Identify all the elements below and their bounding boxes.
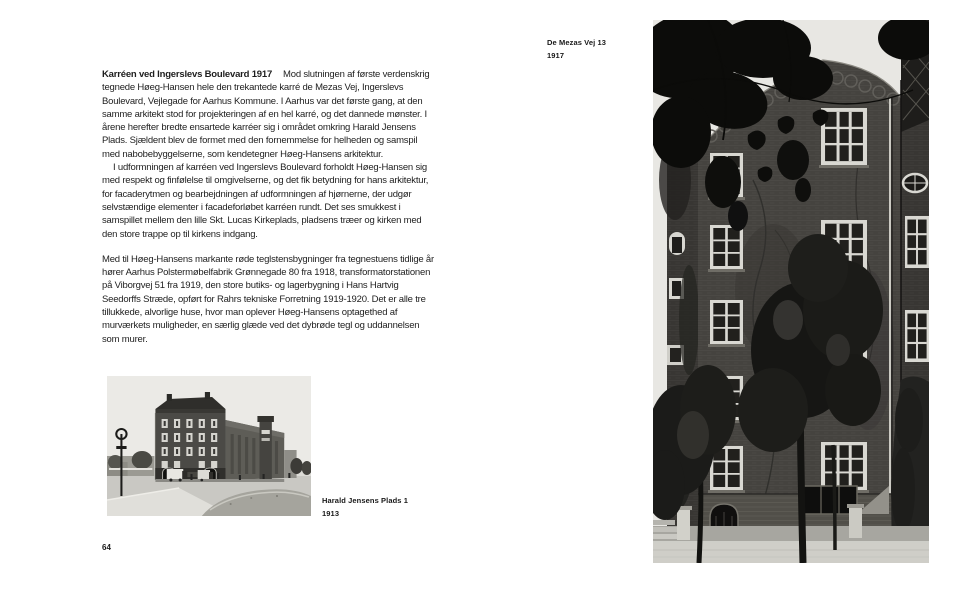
photo-harald-jensens-plads-art (107, 376, 311, 516)
caption-title: Harald Jensens Plads 1 (322, 496, 408, 505)
caption-de-mezas-vej (547, 36, 606, 62)
paragraph-3: Med til Høeg-Hansens markante røde teglstensbygninger fra tegnestuens tidlige år hører Aarhus Polstermøbelfabrik Grønnegade 80 fra 1918, transformatorstationen på Viborgvej 51 fra 1919, den store butiks- og lagerbygning i Hans Hartvig Seedorffs Stræde, opført for Rahrs tekniske Forretning 1919-1920. Det er alle tre tillukkede, alvorlige huse, hvor man oplever Høeg-Hansens optagethed af murværkets muligheder, en særlig glæde ved det dybrøde tegl og uddannelsen som murer. (102, 253, 434, 345)
photo-de-mezas-vej-art (653, 20, 929, 563)
photo-harald-jensens-plads (107, 376, 311, 516)
paragraph-2: I udformningen af karréen ved Ingerslevs Boulevard forholdt Høeg-Hansen sig med respekt og finfølelse til omgivelserne, og det fik betydning for hans arkitektur, for facaderytmen og bearbejdningen af udformningen af hjørnerne, der udgør selvstændige elementer i facadeforløbet karréen rundt. Det ses smukkest i samspillet mellem den lille Skt. Lucas Kirkeplads, pladsens træer og kirken med den store trappe op til kirkens indgang. (102, 162, 429, 240)
paragraph-1-text: Mod slutningen af første verdenskrig tegnede Høeg-Hansen hele den trekantede karré de Mezas Vej, Ingerslevs Boulevard, Vejlegade for Aarhus Kommune. I Aarhus var det første gang, at den samme arkitekt stod for projekteringen af en hel karré, og det dannede mønster. I årene herefter bredte ensartede karréer sig i området omkring Harald Jensens Plads. Sjældent blev de formet med den fornemmelse for helheden og samspil med nabobebyggelserne, som kendetegner Høeg-Hansens arkitektur. (102, 69, 430, 160)
paragraph-1 (102, 68, 436, 161)
article-lead-in: Karréen ved Ingerslevs Boulevard 1917 (102, 69, 273, 80)
article-text (102, 68, 436, 346)
photo-de-mezas-vej (653, 20, 929, 563)
caption-year: 1917 (547, 51, 565, 60)
caption-title: De Mezas Vej 13 (547, 38, 607, 47)
page-number: 64 (102, 543, 111, 552)
caption-year: 1913 (322, 509, 340, 518)
caption-harald-jensens-plads (322, 494, 408, 520)
